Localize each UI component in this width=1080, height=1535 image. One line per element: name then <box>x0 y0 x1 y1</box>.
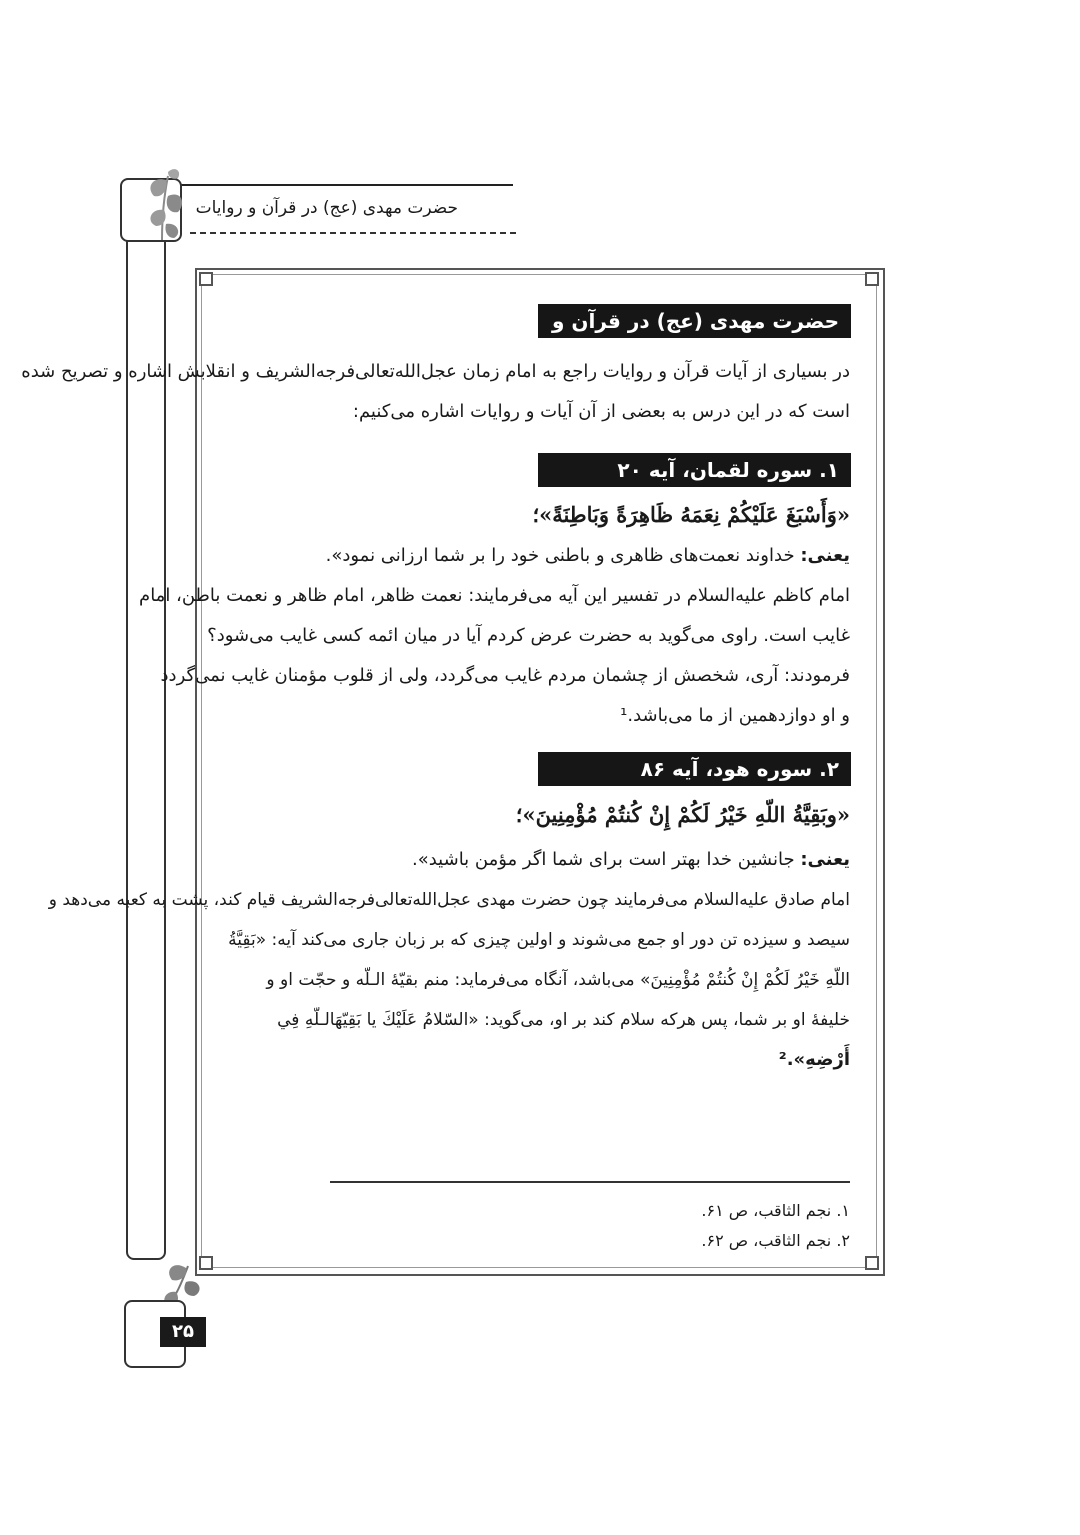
section-heading: ۱. سوره لقمان، آیه ۲۰ <box>538 453 851 487</box>
body-line: و او دوازدهمین از ما می‌باشد.¹ <box>620 705 850 726</box>
running-header: حضرت مهدی (عج) در قرآن و روایات <box>195 198 458 218</box>
quran-verse: «وبَقِيَّةُ اللّهِ خَيْرُ لَكُمْ إِنْ كُنتُمْ مُؤْمِنِينَ»؛ <box>515 802 850 827</box>
header-rule <box>175 184 513 186</box>
meaning-text: خداوند نعمت‌های ظاهری و باطنی خود را بر شما ارزانی نمود». <box>325 545 795 566</box>
footnote: ۲. نجم الثاقب، ص ۶۲. <box>701 1231 850 1250</box>
intro-line: است که در این درس به بعضی از آن آیات و روایات اشاره می‌کنیم: <box>352 401 850 422</box>
meaning-line <box>224 840 850 880</box>
body-line: أَرْضِهِ».² <box>778 1049 850 1070</box>
header-dashed-rule <box>190 232 516 234</box>
meaning-label: یعنی: <box>800 849 850 870</box>
side-strip <box>126 240 166 1260</box>
body-line: فرمودند: آری، شخصش از چشمان مردم غایب می‌گردد، ولی از قلوب مؤمنان غایب نمی‌گردد <box>160 665 850 686</box>
section-title: حضرت مهدی (عج) در قرآن و روایات <box>538 304 851 338</box>
intro-line: در بسیاری از آیات قرآن و روایات راجع به امام زمان عجل‌الله‌تعالی‌فرجه‌الشریف و انقلابش اشاره و تصریح شده <box>21 361 850 382</box>
body-line: امام صادق علیه‌السلام می‌فرمایند چون حضرت مهدی عجل‌الله‌تعالی‌فرجه‌الشریف قیام کند، پشت به کعبه می‌دهد و <box>48 890 850 910</box>
leaf-icon <box>142 166 188 242</box>
body-line: امام کاظم علیه‌السلام در تفسیر این آیه می‌فرمایند: نعمت ظاهر، امام ظاهر و نعمت باطن، امام <box>139 585 850 606</box>
section-body <box>139 536 850 736</box>
footnote-rule <box>330 1181 850 1183</box>
frame-corner <box>865 272 879 286</box>
meaning-label: یعنی: <box>800 545 850 566</box>
body-line: خلیفهٔ او بر شما، پس هرکه سلام کند بر او، می‌گوید: «السّلامُ عَلَيْكَ يا بَقِيّهَالـلّهِ فِي <box>277 1010 850 1030</box>
section-heading: ۲. سوره هود، آیه ۸۶ <box>538 752 851 786</box>
body-line: غایب است. راوی می‌گوید به حضرت عرض کردم آیا در میان ائمه کسی غایب می‌شود؟ <box>207 625 850 646</box>
footnote: ۱. نجم الثاقب، ص ۶۱. <box>701 1201 850 1220</box>
meaning-line <box>224 536 850 576</box>
page-number: ۲۵ <box>160 1317 206 1347</box>
body-line: سیصد و سیزده تن دور او جمع می‌شوند و اولین چیزی که بر زبان جاری می‌کند آیه: «بَقِيَّةُ <box>228 930 850 950</box>
frame-corner <box>865 1256 879 1270</box>
section-body <box>48 840 850 1080</box>
body-line: اللّهِ خَيْرُ لَكُمْ إِنْ كُنتُمْ مُؤْمِنِينَ» می‌باشد، آنگاه می‌فرماید: منم بقیّهٔ الـلّه و حجّت او و <box>266 970 850 990</box>
quran-verse: «وَأَسْبَغَ عَلَيْكُمْ نِعَمَهُ ظَاهِرَةً وَبَاطِنَةً»؛ <box>532 502 850 527</box>
intro-paragraph <box>21 352 850 432</box>
frame-corner <box>199 272 213 286</box>
meaning-text: جانشین خدا بهتر است برای شما اگر مؤمن باشید». <box>412 849 795 870</box>
